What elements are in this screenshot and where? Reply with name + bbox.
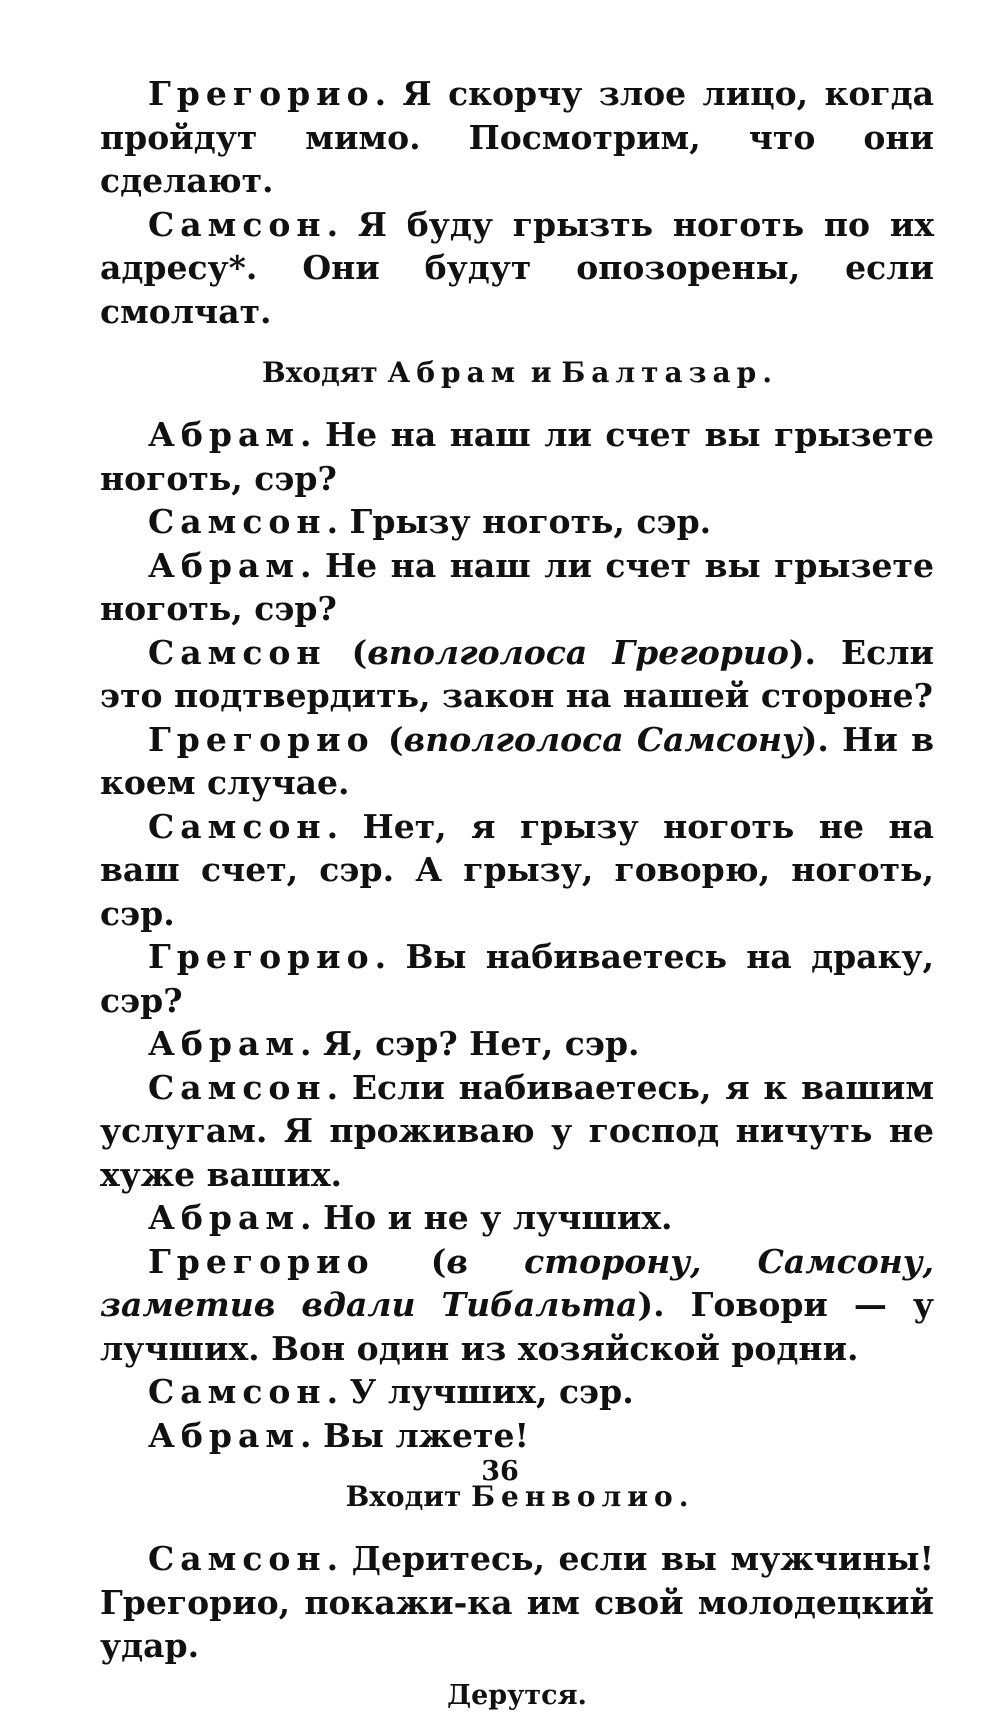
speech-text: . Нет, я грызу ноготь не на ваш счет, сэр. А грызу, говорю, ноготь, сэр. — [100, 806, 934, 933]
dialog-line — [100, 1370, 934, 1414]
speaker-name: Абрам — [148, 545, 301, 585]
speaker-name: Абрам — [148, 415, 301, 454]
speaker-name: Самсон — [148, 1067, 327, 1107]
speaker-name: Самсон — [148, 632, 327, 672]
speaker-name: Грегорио — [148, 74, 375, 113]
speaker-name: Самсон — [148, 1539, 327, 1578]
speech-text: . Грызу ноготь, сэр. — [326, 502, 712, 541]
speaker-name: Грегорио — [148, 719, 375, 759]
speech-text: . Я скорчу злое лицо, когда пройдут мимо. Посмотрим, что они сделают. — [100, 74, 934, 200]
speech-text: . У лучших, сэр. — [326, 1372, 634, 1411]
dialog-line — [100, 1196, 934, 1240]
speech-text: . Говори — у лучших. Вон один из хозяйской родни. — [100, 1285, 934, 1368]
stage-remark: вполголоса Грегорио — [367, 632, 789, 672]
speech-text: . Вы набиваетесь на драку, сэр? — [100, 937, 934, 1020]
speaker-name: Абрам — [148, 1198, 301, 1237]
speaker-name: Самсон — [148, 502, 327, 541]
speech-text: . Деритесь, если вы мужчины! Грегорио, покажи-ка им свой молодецкий удар. — [100, 1539, 934, 1665]
dialog-line — [100, 413, 934, 500]
stage-direction-enter-benvolio: Входит Бенволио. — [345, 1480, 689, 1513]
dialog-line — [100, 805, 934, 936]
dialog-line — [100, 1022, 934, 1066]
speech-text: . Но и не у лучших. — [300, 1198, 673, 1237]
stage-direction-fight: Дерутся. — [447, 1679, 587, 1711]
dialog-line-final — [100, 1537, 934, 1668]
dialog-line — [100, 544, 934, 631]
speaker-name: Абрам — [148, 1024, 301, 1063]
dialog-line — [100, 500, 934, 544]
paragraph-samson-1 — [100, 203, 934, 334]
speaker-name: Грегорио — [148, 937, 375, 976]
page-number: 36 — [481, 1456, 519, 1487]
speaker-name: Самсон — [148, 1372, 327, 1411]
speech-text: . Если набиваетесь, я к вашим услугам. Я проживаю у господ ничуть не хуже ваших. — [100, 1067, 934, 1194]
speech-text: . Я, сэр? Нет, сэр. — [300, 1024, 640, 1063]
stage-direction-enter-abram-balthasar: Входят Абрам и Балтазар. — [262, 356, 772, 389]
speech-text: . Не на наш ли счет вы грызете ноготь, сэр? — [100, 415, 934, 498]
stage-remark: в сторону, Самсону, заметив вдали Тибальта — [100, 1241, 934, 1324]
paragraph-gregorio-1 — [100, 72, 934, 203]
speech-text: . Если это подтвердить, закон на нашей стороне? — [100, 632, 935, 715]
stage-remark: вполголоса Самсону — [403, 719, 802, 759]
speech-text: . Вы лжете! — [300, 1415, 529, 1455]
dialog-line — [100, 1066, 934, 1197]
speaker-name: Грегорио — [148, 1241, 375, 1281]
dialog-line: Грегорио (в сторону, Самсону, заметив вдали Тибальта). Говори — у лучших. Вон один из хозяйской родни. — [100, 1241, 934, 1368]
dialog-line: Грегорио (вполголоса Самсону). Ни в коем случае. — [100, 719, 935, 802]
dialog-line — [100, 935, 934, 1022]
dialog-line — [100, 1414, 934, 1458]
speech-text: . Не на наш ли счет вы грызете ноготь, сэр? — [100, 545, 934, 628]
speech-text: . Я буду грызть ноготь по их адресу*. Они будут опозорены, если смолчат. — [100, 204, 934, 331]
speaker-name: Абрам — [148, 1415, 301, 1455]
speaker-name: Самсон — [148, 204, 327, 244]
dialog-line: Самсон (вполголоса Грегорио). Если это подтвердить, закон на нашей стороне? — [100, 632, 935, 715]
speech-text: . Ни в коем случае. — [100, 719, 935, 802]
speaker-name: Самсон — [148, 806, 327, 846]
